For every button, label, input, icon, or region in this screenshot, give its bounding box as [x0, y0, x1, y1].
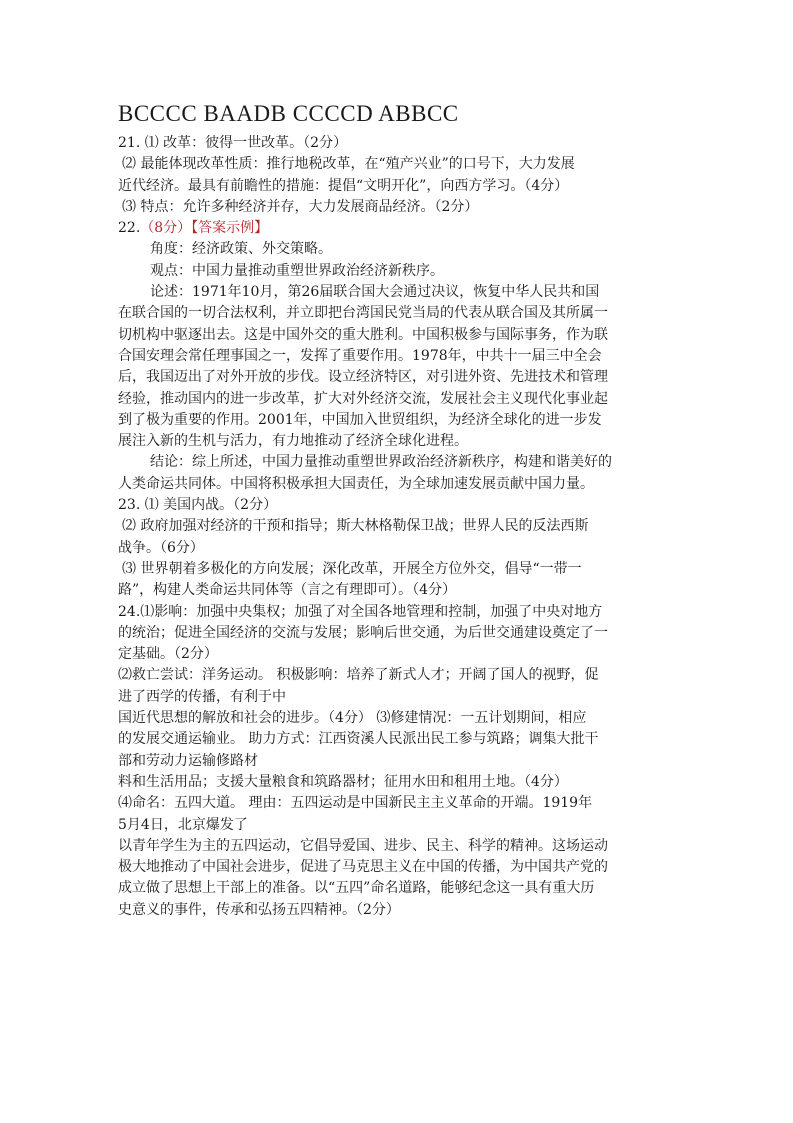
q24-line-6: 国近代思想的解放和社会的进步。（4分） ⑶修建情况：一五计划期间，相应: [118, 710, 587, 727]
q23-line-3: 战争。（6分）: [118, 539, 204, 556]
question-23: [118, 495, 678, 601]
q22-number: 22.: [118, 220, 141, 237]
q21-line-2: ⑵ 最能体现改革性质：推行地税改革，在“殖产兴业”的口号下，大力发展: [122, 156, 575, 173]
q21-line-1: 21. ⑴ 改革：彼得一世改革。（2分）: [118, 135, 348, 151]
q22-score: （8分）: [140, 220, 192, 237]
q24-line-4: ⑵救亡尝试：洋务运动。 积极影响：培养了新式人才；开阔了国人的视野，促: [118, 667, 599, 684]
q23-line-2: ⑵ 政府加强对经济的干预和指导；斯大林格勒保卫战；世界人民的反法西斯: [122, 518, 589, 535]
q21-line-3: 近代经济。最具有前瞻性的措施：提倡“文明开化”，向西方学习。（4分）: [118, 177, 569, 194]
q22-line-9: 到了极为重要的作用。2001年，中国加入世贸组织，为经济全球化的进一步发: [118, 411, 602, 428]
q22-line-4: 在联合国的一切合法权利，并立即把台湾国民党当局的代表从联合国及其所属一: [118, 305, 608, 322]
q23-line-1: 23. ⑴ 美国内战。（2分）: [118, 497, 278, 514]
q24-line-8: 部和劳动力运输修路材: [118, 752, 258, 769]
q22-line-1: 角度：经济政策、外交策略。: [150, 241, 332, 258]
question-24: [118, 602, 678, 921]
answer-content: [118, 133, 678, 921]
q22-line-8: 经验，推动国内的进一步改革，扩大对外经济交流，发展社会主义现代化事业起: [118, 390, 608, 407]
multiple-choice-answers: BCCCC BAADB CCCCD ABBCC: [118, 101, 459, 126]
q23-line-5: 路”，构建人类命运共同体等（言之有理即可）。（4分）: [118, 582, 457, 599]
q22-line-10: 展注入新的生机与活力，有力地推动了经济全球化进程。: [118, 433, 468, 450]
q24-line-13: 极大地推动了中国社会进步，促进了马克思主义在中国的传播，为中国共产党的: [118, 859, 608, 876]
q22-line-5: 切机构中驱逐出去。这是中国外交的重大胜利。中国积极参与国际事务，作为联: [118, 326, 608, 343]
q22-line-12: 人类命运共同体。中国将积极承担大国责任，为全球加速发展贡献中国力量。: [118, 475, 594, 492]
q23-line-4: ⑶ 世界朝着多极化的方向发展；深化改革，开展全方位外交，倡导“一带一: [122, 560, 582, 577]
q22-line-2: 观点：中国力量推动重塑世界政治经济新秩序。: [150, 262, 444, 279]
q24-line-7: 的发展交通运输业。 助力方式：江西资溪人民派出民工参与筑路；调集大批干: [118, 731, 599, 748]
q22-example-label: 【答案示例】: [191, 220, 269, 237]
q24-line-2: 的统治；促进全国经济的交流与发展；影响后世交通，为后世交通建设奠定了一: [118, 624, 608, 641]
q22-line-6: 合国安理会常任理事国之一，发挥了重要作用。1978年，中共十一届三中全会: [118, 347, 602, 364]
q24-line-3: 定基础。（2分）: [118, 646, 218, 663]
q24-line-15: 史意义的事件，传承和弘扬五四精神。（2分）: [118, 901, 400, 918]
q22-line-11: 结论：综上所述，中国力量推动重塑世界政治经济新秩序，构建和谐美好的: [150, 454, 612, 471]
q24-line-12: 以青年学生为主的五四运动，它倡导爱国、进步、民主、科学的精神。这场运动: [118, 837, 608, 854]
q24-line-11: 5月4日，北京爆发了: [118, 816, 248, 833]
q24-line-9: 料和生活用品；支援大量粮食和筑路器材；征用水田和租用土地。（4分）: [118, 773, 568, 790]
q24-line-10: ⑷命名：五四大道。 理由：五四运动是中国新民主主义革命的开端。1919年: [118, 795, 593, 812]
q22-header: [118, 218, 678, 239]
q24-line-14: 成立做了思想上干部上的准备。以“五四”命名道路，能够纪念这一具有重大历: [118, 880, 595, 897]
q21-line-4: ⑶ 特点：允许多种经济并存，大力发展商品经济。（2分）: [122, 198, 479, 215]
question-21: [118, 133, 678, 218]
q24-line-5: 进了西学的传播，有利于中: [118, 688, 286, 705]
q22-line-7: 后，我国迈出了对外开放的步伐。设立经济特区，对引进外资、先进技术和管理: [118, 369, 608, 386]
q24-line-1: 24.⑴影响：加强中央集权；加强了对全国各地管理和控制，加强了中央对地方: [118, 603, 603, 620]
question-22: [118, 218, 678, 495]
q22-line-3: 论述：1971年10月，第26届联合国大会通过决议，恢复中华人民共和国: [150, 284, 600, 301]
